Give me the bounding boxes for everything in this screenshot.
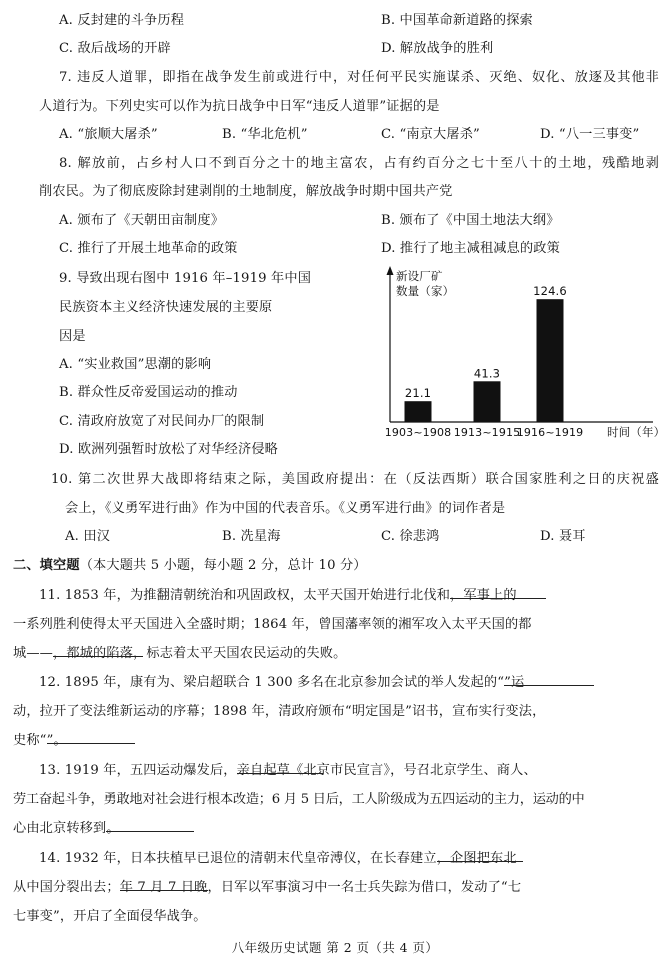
- q13-blank-1[interactable]: [237, 758, 323, 774]
- factory-bar-chart: [370, 262, 666, 444]
- q11-blank-2[interactable]: [53, 641, 143, 657]
- q12-blank-1[interactable]: [504, 670, 594, 686]
- q14-blank-2[interactable]: [120, 875, 208, 891]
- q11-line-1: 11. 1853 年，为推翻清朝统治和巩固政权，太平天国开始进行北伐和 ，军事上的: [0, 583, 670, 609]
- q7-stem-line-2: 人道行为。下列史实可以作为抗日战争中日军“违反人道罪”证据的是: [39, 99, 440, 114]
- q14-line-2: 从中国分裂出去； 年 7 月 7 日晚，日军以军事演习中一名士兵失踪为借口，发动了“七: [0, 875, 670, 901]
- q10-stem-line-2: 会上，《义勇军进行曲》作为中国的代表音乐。《义勇军进行曲》的词作者是: [65, 501, 506, 516]
- x-tick-label-1: 1903~1908: [384, 426, 452, 439]
- y-axis: [387, 266, 394, 422]
- q10-option-c: C. 徐悲鸿: [381, 529, 440, 544]
- q10-option-b: B. 冼星海: [222, 529, 281, 544]
- q9-option-c: C. 清政府放宽了对民间办厂的限制: [59, 414, 265, 429]
- q6-options-row-1: [0, 8, 670, 34]
- x-tick-label-3: 1916~1919: [516, 426, 584, 439]
- q9-stem-line-2: 民族资本主义经济快速发展的主要原: [59, 300, 273, 315]
- q11-blank-1[interactable]: [450, 583, 546, 599]
- value-label-2: 41.3: [473, 366, 501, 381]
- q12-line-1: 12. 1895 年，康有为、梁启超联合 1 300 多名在北京参加会试的举人发起的“ ”运: [0, 670, 670, 696]
- q14-blank-1[interactable]: [437, 846, 523, 862]
- q11-line-2: 一系列胜利使得太平天国进入全盛时期；1864 年，曾国藩率领的湘军攻入太平天国的都: [13, 617, 532, 632]
- q13-line-3: 心由北京转移到 。: [0, 816, 670, 842]
- page-footer: 八年级历史试题 第 2 页（共 4 页）: [231, 940, 439, 955]
- y-axis-arrow-icon: [387, 266, 394, 275]
- q8-stem-line-1: 8. 解放前，占乡村人口不到百分之十的地主富农，占有约百分之七十至八十的土地，残酷地剥: [59, 156, 659, 171]
- section-2-header: [0, 553, 670, 579]
- q8-option-d: D. 推行了地主减租减息的政策: [381, 241, 560, 256]
- q7-stem-line-1: 7. 违反人道罪，即指在战争发生前或进行中，对任何平民实施谋杀、灭绝、奴化、放逐及其他非: [59, 70, 659, 85]
- q13-line-2: 劳工奋起斗争，勇敢地对社会进行根本改造；6 月 5 日后，工人阶级成为五四运动的主力，运动的中: [13, 792, 585, 807]
- q7-option-c: C. “南京大屠杀”: [381, 127, 480, 142]
- q8-option-c: C. 推行了开展土地革命的政策: [59, 241, 238, 256]
- q10-option-d: D. 聂耳: [540, 529, 586, 544]
- q7-option-b: B. “华北危机”: [222, 127, 308, 142]
- q9-option-b: B. 群众性反帝爱国运动的推动: [59, 385, 238, 400]
- q10-option-a: A. 田汉: [65, 529, 111, 544]
- bar-1: [405, 401, 432, 422]
- q14-line-3: 七事变”，开启了全面侵华战争。: [13, 909, 207, 924]
- q6-option-d: D. 解放战争的胜利: [381, 41, 494, 56]
- q10-options: [0, 524, 670, 550]
- q6-option-b: B. 中国革命新道路的探索: [381, 13, 533, 28]
- q9-option-a: A. “实业救国”思潮的影响: [59, 357, 212, 372]
- q6-option-c: C. 敌后战场的开辟: [59, 41, 171, 56]
- bar-2: [474, 381, 501, 422]
- q12-line-2: 动，拉开了变法维新运动的序幕；1898 年，清政府颁布“明定国是”诏书，宣布实行变法，: [13, 704, 546, 719]
- q11-line-3: 城—— ，都城的陷落，标志着太平天国农民运动的失败。: [0, 641, 670, 667]
- q8-stem-line-2: 削农民。为了彻底废除封建剥削的土地制度，解放战争时期中国共产党: [39, 184, 453, 199]
- x-axis-label: 时间（年）: [607, 425, 666, 439]
- q8-option-b: B. 颁布了《中国土地法大纲》: [381, 213, 560, 228]
- q8-options-row-1: [0, 208, 670, 234]
- q8-options-row-2: [0, 236, 670, 262]
- q9-stem-line-1: 9. 导致出现右图中 1916 年–1919 年中国: [59, 271, 312, 286]
- q12-blank-2[interactable]: [47, 728, 135, 744]
- q7-option-a: A. “旅顺大屠杀”: [59, 127, 158, 142]
- q12-line-3: 史称“ ”。: [0, 728, 670, 754]
- q10-stem-line-1: 10. 第二次世界大战即将结束之际，美国政府提出：在（反法西斯）联合国家胜利之日的庆祝盛: [51, 472, 659, 487]
- bar-series: [405, 299, 564, 422]
- q13-blank-2[interactable]: [106, 816, 194, 832]
- bar-3: [537, 299, 564, 422]
- x-tick-labels: [385, 426, 584, 439]
- q8-option-a: A. 颁布了《天朝田亩制度》: [59, 213, 225, 228]
- value-label-3: 124.6: [533, 284, 567, 299]
- q9-stem-line-3: 因是: [59, 329, 86, 344]
- x-tick-label-2: 1913~1915: [453, 426, 521, 439]
- q6-options-row-2: [0, 36, 670, 62]
- y-axis-label-line-2: 数量（家）: [396, 284, 455, 298]
- value-label-1: 21.1: [404, 386, 432, 401]
- q13-line-1: 13. 1919 年，五四运动爆发后， 亲自起草《北京市民宣言》，号召北京学生、商人、: [0, 758, 670, 784]
- y-axis-label-line-1: 新设厂矿: [396, 269, 443, 283]
- section-2-title: 二、填空题: [13, 558, 80, 573]
- q7-options: [0, 122, 670, 148]
- q9-option-d: D. 欧洲列强暂时放松了对华经济侵略: [59, 442, 278, 457]
- q7-option-d: D. “八一三事变”: [540, 127, 640, 142]
- q6-option-a: A. 反封建的斗争历程: [59, 13, 185, 28]
- q14-line-1: 14. 1932 年，日本扶植早已退位的清朝末代皇帝溥仪，在长春建立 ，企图把东北: [0, 846, 670, 872]
- section-2-note: （本大题共 5 小题，每小题 2 分，总计 10 分）: [79, 558, 367, 573]
